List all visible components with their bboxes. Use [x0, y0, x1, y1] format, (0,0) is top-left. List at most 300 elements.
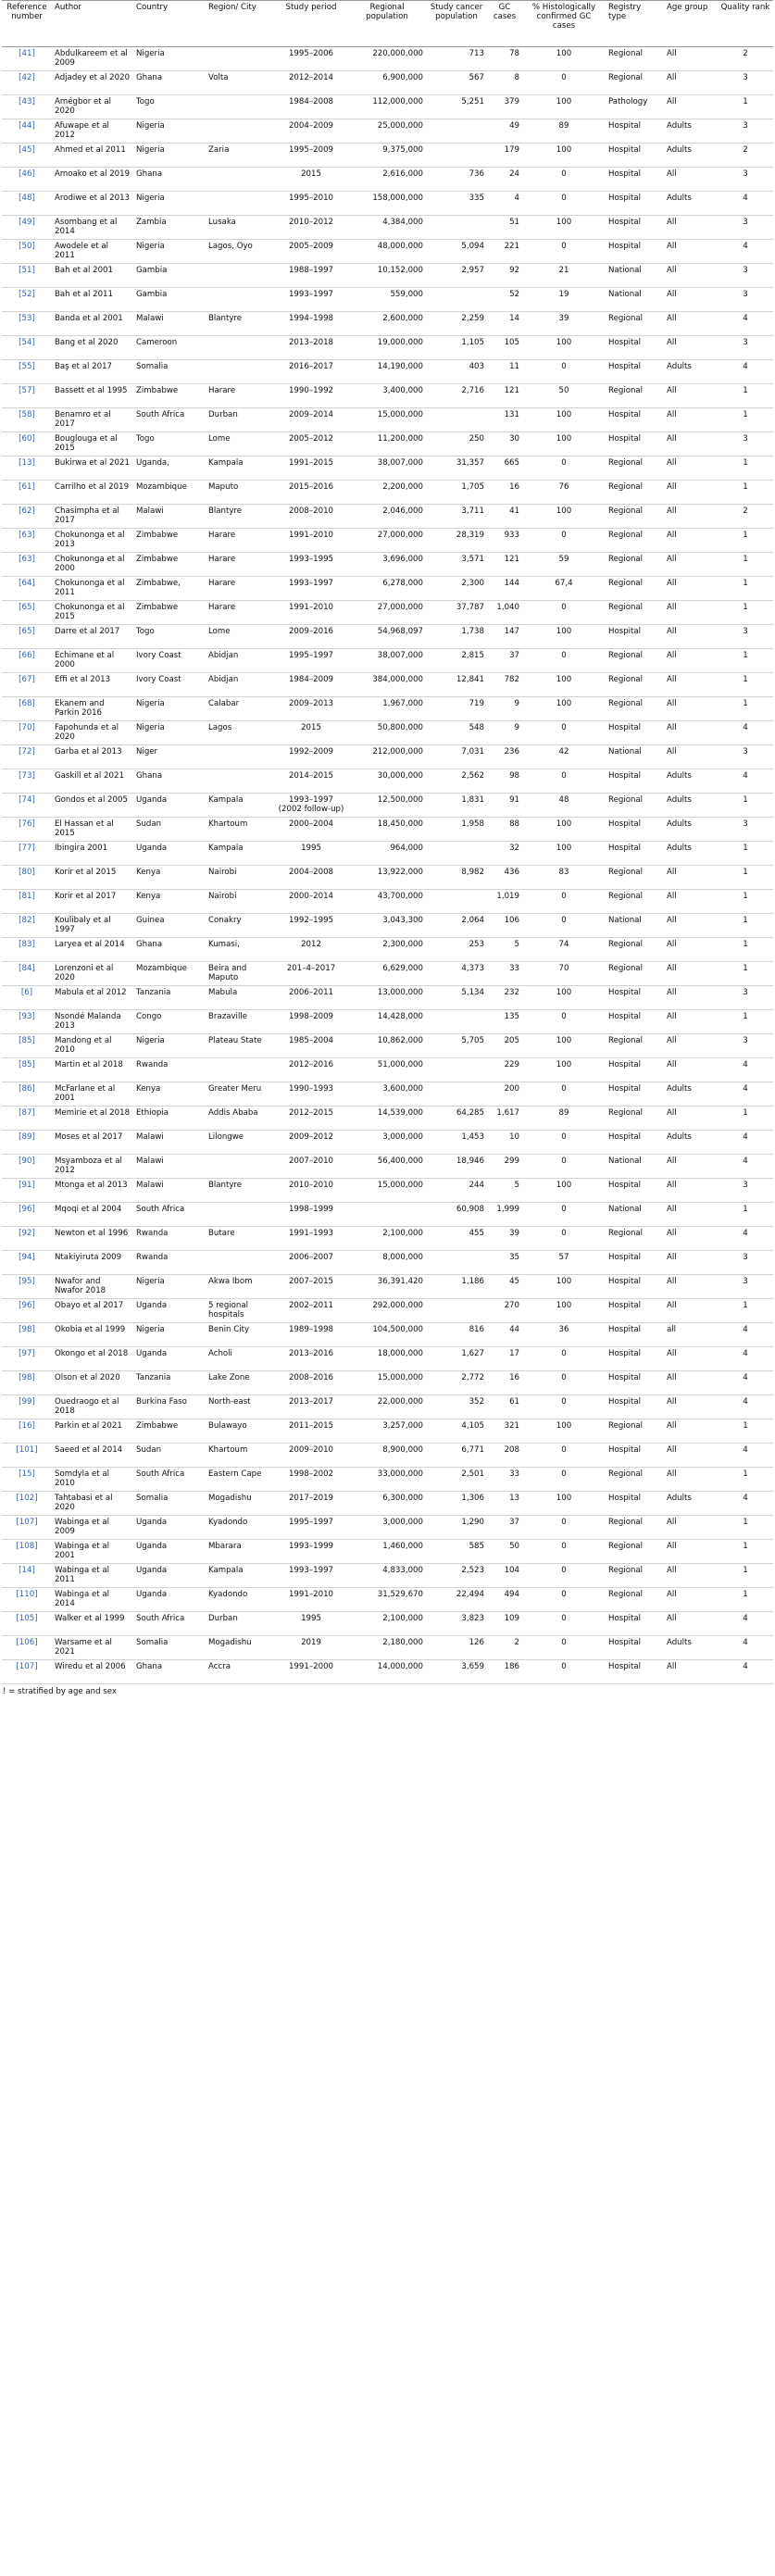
cell-author: Obayo et al 2017 [52, 1299, 133, 1323]
cell-ref [2, 1275, 52, 1299]
cell-histology: 0 [522, 1588, 606, 1612]
cell-cancer-population [426, 890, 487, 914]
cell-gc-cases: 5 [487, 938, 522, 962]
table-row [2, 1347, 773, 1371]
cell-author: Afuwape et al 2012 [52, 119, 133, 144]
cell-region: Zaria [206, 144, 274, 168]
reference-link[interactable]: [85] [19, 1036, 35, 1045]
reference-link[interactable]: [105] [16, 1614, 38, 1623]
cell-quality: 1 [718, 914, 773, 938]
cell-regional-population: 212,000,000 [348, 745, 426, 769]
cell-author: Ntakiyiruta 2009 [52, 1251, 133, 1275]
reference-link[interactable]: [44] [19, 121, 35, 131]
reference-link[interactable]: [74] [19, 795, 35, 805]
cell-cancer-population [426, 1299, 487, 1323]
reference-link[interactable]: [61] [19, 482, 35, 492]
reference-link[interactable]: [65] [19, 603, 35, 612]
cell-country: Zimbabwe [133, 553, 206, 577]
cell-cancer-population: 8,982 [426, 866, 487, 890]
cell-ref [2, 745, 52, 769]
cell-ref [2, 1155, 52, 1179]
cell-gc-cases: 106 [487, 914, 522, 938]
cell-quality: 1 [718, 1107, 773, 1131]
cell-histology: 0 [522, 1371, 606, 1395]
cell-region: Harare [206, 384, 274, 408]
reference-link[interactable]: [63] [19, 531, 35, 540]
cell-region: Kampala [206, 794, 274, 818]
reference-link[interactable]: [81] [19, 892, 35, 901]
cell-cancer-population: 1,831 [426, 794, 487, 818]
reference-link[interactable]: [85] [19, 1060, 35, 1069]
reference-link[interactable]: [110] [16, 1590, 38, 1599]
cell-cancer-population: 3,571 [426, 553, 487, 577]
reference-link[interactable]: [14] [19, 1566, 35, 1575]
cell-ref [2, 1540, 52, 1564]
cell-author: Echimane et al 2000 [52, 649, 133, 673]
cell-period: 2009–2012 [274, 1131, 348, 1155]
cell-histology: 0 [522, 1540, 606, 1564]
cell-gc-cases: 221 [487, 240, 522, 264]
cell-histology: 76 [522, 481, 606, 505]
cell-histology: 100 [522, 625, 606, 649]
cell-ref [2, 1492, 52, 1516]
cell-cancer-population: 126 [426, 1636, 487, 1660]
cell-country: Somalia [133, 1636, 206, 1660]
cell-regional-population: 2,600,000 [348, 312, 426, 336]
cell-registry: Regional [606, 794, 664, 818]
reference-link[interactable]: [80] [19, 868, 35, 877]
reference-link[interactable]: [42] [19, 73, 35, 82]
cell-author: Bukirwa et al 2021 [52, 456, 133, 481]
table-row [2, 264, 773, 288]
cell-registry: Regional [606, 505, 664, 529]
reference-link[interactable]: [90] [19, 1157, 35, 1166]
cell-histology: 0 [522, 1660, 606, 1684]
cell-country: Nigeria [133, 240, 206, 264]
table-row [2, 1636, 773, 1660]
reference-link[interactable]: [13] [19, 458, 35, 468]
reference-link[interactable]: [94] [19, 1253, 35, 1262]
cell-regional-population: 6,629,000 [348, 962, 426, 986]
cell-age: All [664, 673, 718, 697]
cell-ref [2, 553, 52, 577]
header-ref: Reference number [2, 1, 52, 47]
cell-registry: Hospital [606, 1179, 664, 1203]
cell-country: Ghana [133, 938, 206, 962]
cell-ref [2, 216, 52, 240]
reference-link[interactable]: [107] [16, 1662, 38, 1671]
table-row [2, 1299, 773, 1323]
cell-age: All [664, 1347, 718, 1371]
cell-ref [2, 481, 52, 505]
reference-link[interactable]: [41] [19, 49, 35, 58]
cell-region: Abidjan [206, 649, 274, 673]
cell-quality: 1 [718, 1419, 773, 1444]
reference-link[interactable]: [55] [19, 362, 35, 371]
table-row [2, 745, 773, 769]
cell-age: Adults [664, 1636, 718, 1660]
cell-histology: 100 [522, 505, 606, 529]
cell-age: All [664, 986, 718, 1010]
reference-link[interactable]: [49] [19, 218, 35, 227]
cell-ref [2, 1395, 52, 1419]
cell-histology: 100 [522, 818, 606, 842]
reference-link[interactable]: [73] [19, 771, 35, 781]
cell-histology: 0 [522, 1564, 606, 1588]
cell-histology: 100 [522, 216, 606, 240]
cell-author: Okobia et al 1999 [52, 1323, 133, 1347]
cell-country: Burkina Faso [133, 1395, 206, 1419]
reference-link[interactable]: [102] [16, 1494, 38, 1503]
cell-region [206, 288, 274, 312]
cell-author: Gaskill et al 2021 [52, 769, 133, 794]
table-row [2, 769, 773, 794]
cell-regional-population: 1,967,000 [348, 697, 426, 721]
reference-link[interactable]: [67] [19, 675, 35, 684]
cell-regional-population: 8,000,000 [348, 1251, 426, 1275]
cell-registry: Regional [606, 1034, 664, 1058]
cell-author: Lorenzoni et al 2020 [52, 962, 133, 986]
cell-period: 1994–1998 [274, 312, 348, 336]
cell-cancer-population [426, 1010, 487, 1034]
cell-period: 2009–2013 [274, 697, 348, 721]
cell-ref [2, 1227, 52, 1251]
cell-age: All [664, 1660, 718, 1684]
cell-gc-cases: 17 [487, 1347, 522, 1371]
cell-regional-population: 2,100,000 [348, 1612, 426, 1636]
cell-histology: 0 [522, 890, 606, 914]
cell-age: All [664, 481, 718, 505]
reference-link[interactable]: [77] [19, 844, 35, 853]
cell-histology: 21 [522, 264, 606, 288]
cell-registry: Regional [606, 1468, 664, 1492]
cell-ref [2, 529, 52, 553]
reference-link[interactable]: [106] [16, 1638, 38, 1647]
cell-gc-cases: 1,999 [487, 1203, 522, 1227]
cell-author: Memirie et al 2018 [52, 1107, 133, 1131]
reference-link[interactable]: [98] [19, 1373, 35, 1382]
cell-cancer-population [426, 1058, 487, 1082]
reference-link[interactable]: [91] [19, 1181, 35, 1190]
cell-quality: 1 [718, 577, 773, 601]
cell-cancer-population: 28,319 [426, 529, 487, 553]
cell-age: All [664, 601, 718, 625]
cell-ref [2, 264, 52, 288]
cell-gc-cases: 1,019 [487, 890, 522, 914]
cell-period: 1993–1995 [274, 553, 348, 577]
cell-country: Rwanda [133, 1251, 206, 1275]
cell-regional-population: 27,000,000 [348, 601, 426, 625]
cell-region [206, 1203, 274, 1227]
reference-link[interactable]: [83] [19, 940, 35, 949]
reference-link[interactable]: [58] [19, 410, 35, 419]
cell-age: All [664, 1516, 718, 1540]
cell-cancer-population: 2,815 [426, 649, 487, 673]
reference-link[interactable]: [46] [19, 169, 35, 179]
cell-histology: 19 [522, 288, 606, 312]
cell-cancer-population: 2,501 [426, 1468, 487, 1492]
reference-link[interactable]: [108] [16, 1542, 38, 1551]
reference-link[interactable]: [95] [19, 1277, 35, 1286]
reference-link[interactable]: [98] [19, 1325, 35, 1334]
reference-link[interactable]: [101] [16, 1445, 38, 1455]
cell-regional-population: 384,000,000 [348, 673, 426, 697]
reference-link[interactable]: [92] [19, 1229, 35, 1238]
cell-quality: 1 [718, 95, 773, 119]
cell-regional-population: 18,000,000 [348, 1347, 426, 1371]
cell-author: Wabinga et al 2011 [52, 1564, 133, 1588]
cell-ref [2, 71, 52, 95]
table-row [2, 360, 773, 384]
cell-country: Uganda [133, 1588, 206, 1612]
cell-age: All [664, 384, 718, 408]
cell-histology: 57 [522, 1251, 606, 1275]
cell-gc-cases: 147 [487, 625, 522, 649]
table-row [2, 71, 773, 95]
cell-cancer-population: 736 [426, 168, 487, 192]
cell-cancer-population: 567 [426, 71, 487, 95]
cell-region: Blantyre [206, 312, 274, 336]
cell-author: Mabula et al 2012 [52, 986, 133, 1010]
cell-country: Nigeria [133, 1034, 206, 1058]
cell-regional-population: 8,900,000 [348, 1444, 426, 1468]
cell-country: Sudan [133, 1444, 206, 1468]
reference-link[interactable]: [53] [19, 314, 35, 323]
cell-country: Uganda [133, 1516, 206, 1540]
reference-link[interactable]: [107] [16, 1518, 38, 1527]
cell-region [206, 769, 274, 794]
cell-regional-population: 2,100,000 [348, 1227, 426, 1251]
reference-link[interactable]: [84] [19, 964, 35, 973]
cell-country: Gambia [133, 288, 206, 312]
cell-period: 2000–2004 [274, 818, 348, 842]
cell-ref [2, 1347, 52, 1371]
header-gc-cases: GC cases [487, 1, 522, 47]
cell-country: Kenya [133, 890, 206, 914]
reference-link[interactable]: [89] [19, 1132, 35, 1142]
cell-quality: 3 [718, 288, 773, 312]
table-row [2, 601, 773, 625]
reference-link[interactable]: [6] [20, 988, 33, 997]
cell-age: All [664, 312, 718, 336]
reference-link[interactable]: [66] [19, 651, 35, 660]
cell-cancer-population [426, 216, 487, 240]
cell-regional-population: 25,000,000 [348, 119, 426, 144]
cell-region: Brazaville [206, 1010, 274, 1034]
cell-country: Zimbabwe, [133, 577, 206, 601]
cell-ref [2, 1107, 52, 1131]
reference-link[interactable]: [76] [19, 819, 35, 829]
cell-histology: 89 [522, 119, 606, 144]
cell-region: Acholi [206, 1347, 274, 1371]
table-row [2, 1540, 773, 1564]
reference-link[interactable]: [65] [19, 627, 35, 636]
cell-cancer-population: 244 [426, 1179, 487, 1203]
reference-link[interactable]: [60] [19, 434, 35, 444]
cell-registry: Hospital [606, 769, 664, 794]
cell-gc-cases: 131 [487, 408, 522, 432]
cell-gc-cases: 121 [487, 384, 522, 408]
reference-link[interactable]: [96] [19, 1205, 35, 1214]
cell-quality: 2 [718, 47, 773, 71]
cell-gc-cases: 41 [487, 505, 522, 529]
cell-author: Chokunonga et al 2013 [52, 529, 133, 553]
reference-link[interactable]: [70] [19, 723, 35, 732]
cell-registry: Regional [606, 529, 664, 553]
cell-quality: 3 [718, 1179, 773, 1203]
header-period: Study period [274, 1, 348, 47]
cell-gc-cases: 186 [487, 1660, 522, 1684]
reference-link[interactable]: [52] [19, 290, 35, 299]
cell-registry: Regional [606, 1107, 664, 1131]
cell-quality: 3 [718, 168, 773, 192]
cell-regional-population: 158,000,000 [348, 192, 426, 216]
reference-link[interactable]: [99] [19, 1397, 35, 1407]
cell-quality: 4 [718, 1227, 773, 1251]
cell-registry: Regional [606, 1516, 664, 1540]
cell-ref [2, 1371, 52, 1395]
cell-gc-cases: 200 [487, 1082, 522, 1107]
cell-histology: 0 [522, 1010, 606, 1034]
cell-registry: Hospital [606, 1347, 664, 1371]
cell-ref [2, 95, 52, 119]
cell-cancer-population: 5,705 [426, 1034, 487, 1058]
cell-region: Mbarara [206, 1540, 274, 1564]
cell-quality: 4 [718, 1660, 773, 1684]
cell-gc-cases: 208 [487, 1444, 522, 1468]
cell-cancer-population [426, 119, 487, 144]
reference-link[interactable]: [45] [19, 145, 35, 155]
cell-period: 1984–2008 [274, 95, 348, 119]
cell-quality: 3 [718, 986, 773, 1010]
cell-region: Greater Meru [206, 1082, 274, 1107]
cell-quality: 1 [718, 601, 773, 625]
cell-age: All [664, 505, 718, 529]
cell-gc-cases: 33 [487, 1468, 522, 1492]
cell-region: Benin City [206, 1323, 274, 1347]
reference-link[interactable]: [62] [19, 506, 35, 516]
reference-link[interactable]: [16] [19, 1421, 35, 1431]
cell-quality: 1 [718, 649, 773, 673]
reference-link[interactable]: [93] [19, 1012, 35, 1021]
cell-country: Nigeria [133, 144, 206, 168]
cell-histology: 100 [522, 408, 606, 432]
cell-regional-population: 13,922,000 [348, 866, 426, 890]
cell-age: All [664, 1299, 718, 1323]
cell-region [206, 1251, 274, 1275]
cell-histology: 100 [522, 1034, 606, 1058]
cell-regional-population: 1,460,000 [348, 1540, 426, 1564]
cell-age: All [664, 1444, 718, 1468]
table-row [2, 890, 773, 914]
cell-country: Ivory Coast [133, 649, 206, 673]
reference-link[interactable]: [72] [19, 747, 35, 757]
cell-age: All [664, 1612, 718, 1636]
cell-ref [2, 697, 52, 721]
cell-quality: 3 [718, 71, 773, 95]
reference-link[interactable]: [86] [19, 1084, 35, 1094]
cell-period: 1995–1997 [274, 1516, 348, 1540]
cell-country: South Africa [133, 1612, 206, 1636]
cell-cancer-population: 1,306 [426, 1492, 487, 1516]
cell-registry: Regional [606, 1227, 664, 1251]
cell-quality: 1 [718, 1468, 773, 1492]
reference-link[interactable]: [96] [19, 1301, 35, 1310]
cell-country: Togo [133, 95, 206, 119]
table-row [2, 914, 773, 938]
reference-link[interactable]: [82] [19, 916, 35, 925]
cell-histology: 100 [522, 1299, 606, 1323]
cell-ref [2, 769, 52, 794]
cell-regional-population: 2,046,000 [348, 505, 426, 529]
reference-link[interactable]: [68] [19, 699, 35, 708]
table-row [2, 1588, 773, 1612]
cell-age: All [664, 1419, 718, 1444]
cell-region: Plateau State [206, 1034, 274, 1058]
reference-link[interactable]: [43] [19, 97, 35, 106]
reference-link[interactable]: [15] [19, 1469, 35, 1479]
cell-registry: Hospital [606, 1082, 664, 1107]
cell-age: All [664, 456, 718, 481]
cell-country: Uganda [133, 1299, 206, 1323]
table-row [2, 1468, 773, 1492]
cell-regional-population: 4,384,000 [348, 216, 426, 240]
cell-histology: 0 [522, 914, 606, 938]
reference-link[interactable]: [63] [19, 555, 35, 564]
reference-link[interactable]: [51] [19, 266, 35, 275]
cell-regional-population: 38,007,000 [348, 649, 426, 673]
cell-quality: 3 [718, 1034, 773, 1058]
table-row [2, 1323, 773, 1347]
cell-registry: Regional [606, 47, 664, 71]
cell-regional-population: 292,000,000 [348, 1299, 426, 1323]
cell-author: Korir et al 2015 [52, 866, 133, 890]
cell-registry: Hospital [606, 360, 664, 384]
cell-author: Darre et al 2017 [52, 625, 133, 649]
reference-link[interactable]: [87] [19, 1108, 35, 1118]
reference-link[interactable]: [50] [19, 242, 35, 251]
cell-gc-cases: 104 [487, 1564, 522, 1588]
cell-author: Amégbor et al 2020 [52, 95, 133, 119]
cell-period: 1988–1997 [274, 264, 348, 288]
table-body [2, 47, 773, 1684]
cell-country: Zimbabwe [133, 1419, 206, 1444]
reference-link[interactable]: [64] [19, 579, 35, 588]
cell-country: Ivory Coast [133, 673, 206, 697]
cell-registry: Regional [606, 673, 664, 697]
cell-quality: 1 [718, 481, 773, 505]
cell-age: Adults [664, 1082, 718, 1107]
cell-region: Mogadishu [206, 1636, 274, 1660]
cell-registry: Hospital [606, 1395, 664, 1419]
cell-country: Congo [133, 1010, 206, 1034]
cell-period: 1993–1997 [274, 288, 348, 312]
cell-region: Harare [206, 529, 274, 553]
reference-link[interactable]: [57] [19, 386, 35, 395]
cell-histology: 0 [522, 769, 606, 794]
cell-author: McFarlane et al 2001 [52, 1082, 133, 1107]
table-row [2, 216, 773, 240]
reference-link[interactable]: [48] [19, 194, 35, 203]
cell-histology: 0 [522, 601, 606, 625]
reference-link[interactable]: [54] [19, 338, 35, 347]
cell-quality: 4 [718, 1131, 773, 1155]
cell-age: all [664, 1323, 718, 1347]
reference-link[interactable]: [97] [19, 1349, 35, 1358]
cell-ref [2, 505, 52, 529]
cell-gc-cases: 91 [487, 794, 522, 818]
cell-age: All [664, 240, 718, 264]
